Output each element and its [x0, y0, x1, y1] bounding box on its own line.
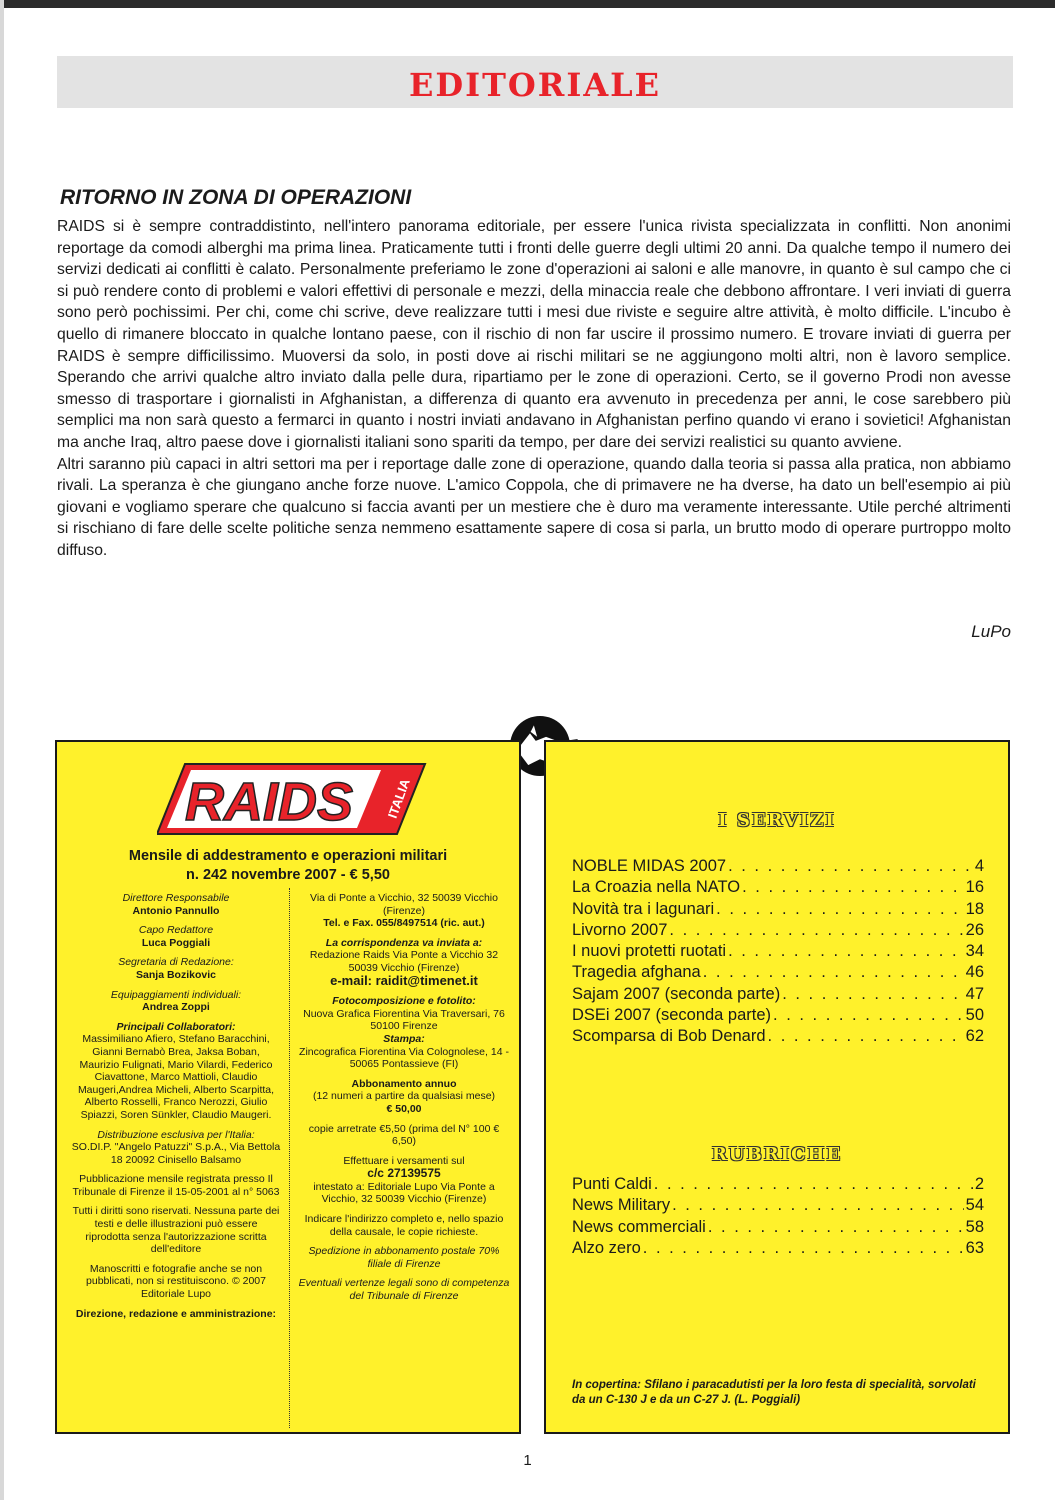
- shipping-note: Spedizione in abbonamento postale 70% filiale di Firenze: [308, 1245, 500, 1270]
- staff-column: [71, 892, 281, 1327]
- column-divider: [289, 888, 291, 1428]
- back-issues: copie arretrate €5,50 (prima del N° 100 € 6,50): [308, 1122, 500, 1148]
- subscription-price: € 50,00: [386, 1102, 422, 1115]
- toc-item[interactable]: [572, 1217, 984, 1238]
- rubriche-list: [572, 1174, 984, 1259]
- toc-page: 63: [965, 1238, 984, 1257]
- rights-note: Tutti i diritti sono riservati. Nessuna parte dei testi e delle illustrazioni può essere riprodotta senza l'autorizzazione scritta dell'editore: [72, 1205, 280, 1256]
- staff-name: Sanja Bozikovic: [136, 968, 216, 981]
- staff-role: Direttore Responsabile: [122, 892, 230, 904]
- toc-item[interactable]: [572, 877, 984, 898]
- manuscripts-note: Manoscritti e fotografie anche se non pubblicati, non si restituiscono. © 2007 Editoriale Lupo: [86, 1262, 266, 1301]
- contacts-column: [297, 892, 511, 1310]
- servizi-title: I SERVIZI: [718, 810, 836, 831]
- section-banner: [57, 56, 1013, 108]
- toc-item[interactable]: [572, 1174, 984, 1195]
- email-link[interactable]: e-mail: raidit@timenet.it: [330, 972, 478, 988]
- article-body: [57, 216, 1011, 562]
- toc-item[interactable]: [572, 899, 984, 920]
- staff-role: Distribuzione esclusiva per l'Italia:: [97, 1128, 255, 1141]
- toc-label: Novità tra i lagunari: [572, 899, 715, 918]
- banner-title: EDITORIALE: [408, 66, 662, 104]
- registration-note: Pubblicazione mensile registrata presso Il Tribunale di Firenze il 15-05-2001 al n° 5063: [72, 1173, 280, 1198]
- cover-note: In copertina: Sfilano i paracadutisti per la loro festa di specialità, sorvolati da un C-130 J e da un C-27 J. (L. Poggiali): [572, 1379, 976, 1406]
- toc-label: I nuovi protetti ruotati: [572, 942, 727, 961]
- toc-item[interactable]: [572, 920, 984, 941]
- toc-page: 58: [965, 1217, 984, 1236]
- top-edge: [0, 0, 1055, 8]
- mag-subtitle: Mensile di addestramento e operazioni militari: [128, 848, 448, 864]
- payment-label: Effettuare i versamenti sul: [343, 1154, 465, 1167]
- corr-address: Redazione Raids Via Ponte a Vicchio 32 50039 Vicchio (Firenze): [309, 949, 499, 974]
- subscription-text: (12 numeri a partire da qualsiasi mese): [312, 1090, 496, 1103]
- raids-logo-sub: ITALIA: [384, 776, 413, 821]
- staff-names: SO.DI.P. "Angelo Patuzzi" S.p.A., Via Bettola 18 20092 Cinisello Balsamo: [71, 1141, 281, 1166]
- corr-label: La corrispondenza va inviata a:: [325, 936, 483, 949]
- toc-page: 50: [965, 1006, 984, 1025]
- toc-label: Livorno 2007: [572, 920, 668, 939]
- toc-label: Sajam 2007 (seconda parte): [572, 984, 781, 1003]
- foto-address: Nuova Grafica Fiorentina Via Traversari, 76 50100 Firenze: [303, 1007, 505, 1033]
- toc-item[interactable]: [572, 1005, 984, 1026]
- masthead-box: [55, 740, 521, 1434]
- article-paragraph: Altri saranno più capaci in altri settori ma per i reportage dalle zone di operazione, quando dalla teoria si passa alla pratica, non abbiamo rivali. La speranza è che giungano anche forze nuove. L'amico Coppola, che di primavere ne ha dverse, ha dato un bell'esempio ai più giovani e vogliamo sperare che qualcuno si faccia avanti per un mestiere che è duro ma veramente interessante. Utile perché altrimenti si rischiano di fare delle scelte politiche senza nemmeno esattamente sapere di cosa si parla, un brutto modo di operare purtroppo molto diffuso.: [57, 455, 1011, 559]
- staff-role: Capo Redattore: [138, 924, 214, 937]
- toc-label: Alzo zero: [572, 1238, 641, 1257]
- toc-item[interactable]: [572, 962, 984, 983]
- toc-page: 46: [965, 963, 984, 982]
- toc-item[interactable]: [572, 856, 984, 877]
- article-paragraph: RAIDS si è sempre contraddistinto, nell'intero panorama editoriale, per essere l'unica rivista specializzata in conflitti. Non anonimi reportage da comodi alberghi ma prima linea. Praticamente tutti i fronti delle guerre degli ultimi 20 anni. Da qualche tempo il numero dei servizi dedicati ai conflitti è calato. Personalmente preferiamo le zone d'operazioni ai saloni e alle manovre, in quanto è sul campo che ci si può rendere conto di problemi e valori effettivi di personale e mezzi, della minaccia reale che debbono affrontare. I veri inviati di guerra sono però pochissimi. Per chi, come chi scrive, deve realizzare tutti i mesi due riviste e seguire altre attività, è molto difficile. L'incubo è quello di rimanere bloccato in qualche lontano paese, con il rischio di non far uscire il prossimo numero. E trovare inviati di guerra per RAIDS è sempre difficilissimo. Muoversi da solo, in posti dove ai rischi militari se ne aggiungono molti altri, non è lavoro semplice. Sperando che arrivi qualche altro inviato dalla pelle dura, ripartiamo per le zone di operazioni. Certo, se il governo Prodi non avesse smesso di trasportare i giornalisti in Afghanistan, a differenza di quanto era avvenuto in precedenza per anni, le cose sarebbero più semplici ma non sarà questo a fermarci in quanto i nostri inviati andavano in Afghanistan perfino quando vi erano i sovietici! Afghanistan ma anche Iraq, altro paese dove i giornalisti italiani sono spariti da tempo, per dare dei servizi realistici su quanto avviene.: [57, 218, 1011, 451]
- staff-role: Equipaggiamenti individuali:: [110, 988, 242, 1001]
- postal-account: c/c 27139575: [367, 1166, 441, 1181]
- staff-name: Luca Poggiali: [141, 936, 211, 949]
- toc-label: Scomparsa di Bob Denard: [572, 1027, 766, 1046]
- staff-name: Andrea Zoppi: [142, 1001, 210, 1014]
- subscription-label: Abbonamento annuo: [351, 1077, 457, 1090]
- toc-item[interactable]: [572, 1195, 984, 1216]
- staff-role: Principali Collaboratori:: [116, 1020, 236, 1033]
- staff-role: Segretaria di Redazione:: [118, 956, 234, 969]
- article-signature: LuPo: [971, 622, 1011, 641]
- left-edge: [0, 0, 4, 1500]
- staff-name: Antonio Pannullo: [132, 904, 220, 917]
- toc-item[interactable]: [572, 984, 984, 1005]
- phone: Tel. e Fax. 055/8497514 (ric. aut.): [323, 917, 485, 930]
- contents-box: [544, 740, 1010, 1434]
- direction-label: Direzione, redazione e amministrazione:: [75, 1307, 277, 1320]
- raids-logo-text: RAIDS: [184, 772, 354, 832]
- staff-names: Massimiliano Afiero, Stefano Baracchini, Gianni Bernabò Brea, Jaksa Boban, Maurizio Fulignati, Mario Vilardi, Federico Ciavattone, Marco Mattioli, Claudio Maugeri,Andrea Micheli, Alberto Scarpitta, Alberto Rosselli, Franco Nerozzi, Giulio Spiazzi, Soren Sünkler, Claudio Maugeri.: [77, 1033, 275, 1121]
- toc-item[interactable]: [572, 1026, 984, 1047]
- toc-page: 54: [965, 1196, 984, 1215]
- address: Via di Ponte a Vicchio, 32 50039 Vicchio (Firenze): [310, 892, 498, 917]
- toc-label: La Croazia nella NATO: [572, 878, 741, 897]
- rubriche-title: RUBRICHE: [711, 1144, 843, 1165]
- toc-page: 62: [965, 1027, 984, 1046]
- toc-page: 18: [965, 899, 984, 918]
- toc-item[interactable]: [572, 1238, 984, 1259]
- mag-issue: n. 242 novembre 2007 - € 5,50: [186, 867, 390, 883]
- toc-label: NOBLE MIDAS 2007: [572, 857, 727, 875]
- article-headline: RITORNO IN ZONA DI OPERAZIONI: [60, 186, 412, 209]
- toc-item[interactable]: [572, 941, 984, 962]
- stampa-address: Zincografica Fiorentina Via Colognolese, 14 - 50065 Pontassieve (FI): [299, 1045, 509, 1071]
- toc-page: 26: [965, 920, 984, 939]
- raids-logo: [157, 760, 427, 838]
- toc-page: 34: [965, 942, 984, 961]
- legal-note: Eventuali vertenze legali sono di competenza del Tribunale di Firenze: [298, 1277, 510, 1303]
- instructions-note: Indicare l'indirizzo completo e, nello spazio della causale, le copie richieste.: [304, 1213, 504, 1238]
- servizi-list: [572, 856, 984, 1048]
- stampa-label: Stampa:: [383, 1032, 425, 1045]
- toc-page: 47: [965, 984, 984, 1003]
- toc-label: News commerciali: [572, 1217, 706, 1236]
- page-number: 1: [523, 1452, 532, 1469]
- toc-page: 4: [974, 857, 984, 875]
- toc-label: Punti Caldi: [572, 1175, 652, 1193]
- toc-label: News Military: [572, 1196, 671, 1215]
- toc-label: DSEi 2007 (seconda parte): [572, 1006, 772, 1025]
- foto-label: Fotocomposizione e fotolito:: [332, 995, 476, 1008]
- account-holder: intestato a: Editoriale Lupo Via Ponte a Vicchio, 32 50039 Vicchio (Firenze): [313, 1180, 495, 1206]
- toc-label: Tragedia afghana: [572, 963, 701, 982]
- toc-page: 16: [965, 878, 984, 897]
- toc-page: 2: [974, 1175, 984, 1193]
